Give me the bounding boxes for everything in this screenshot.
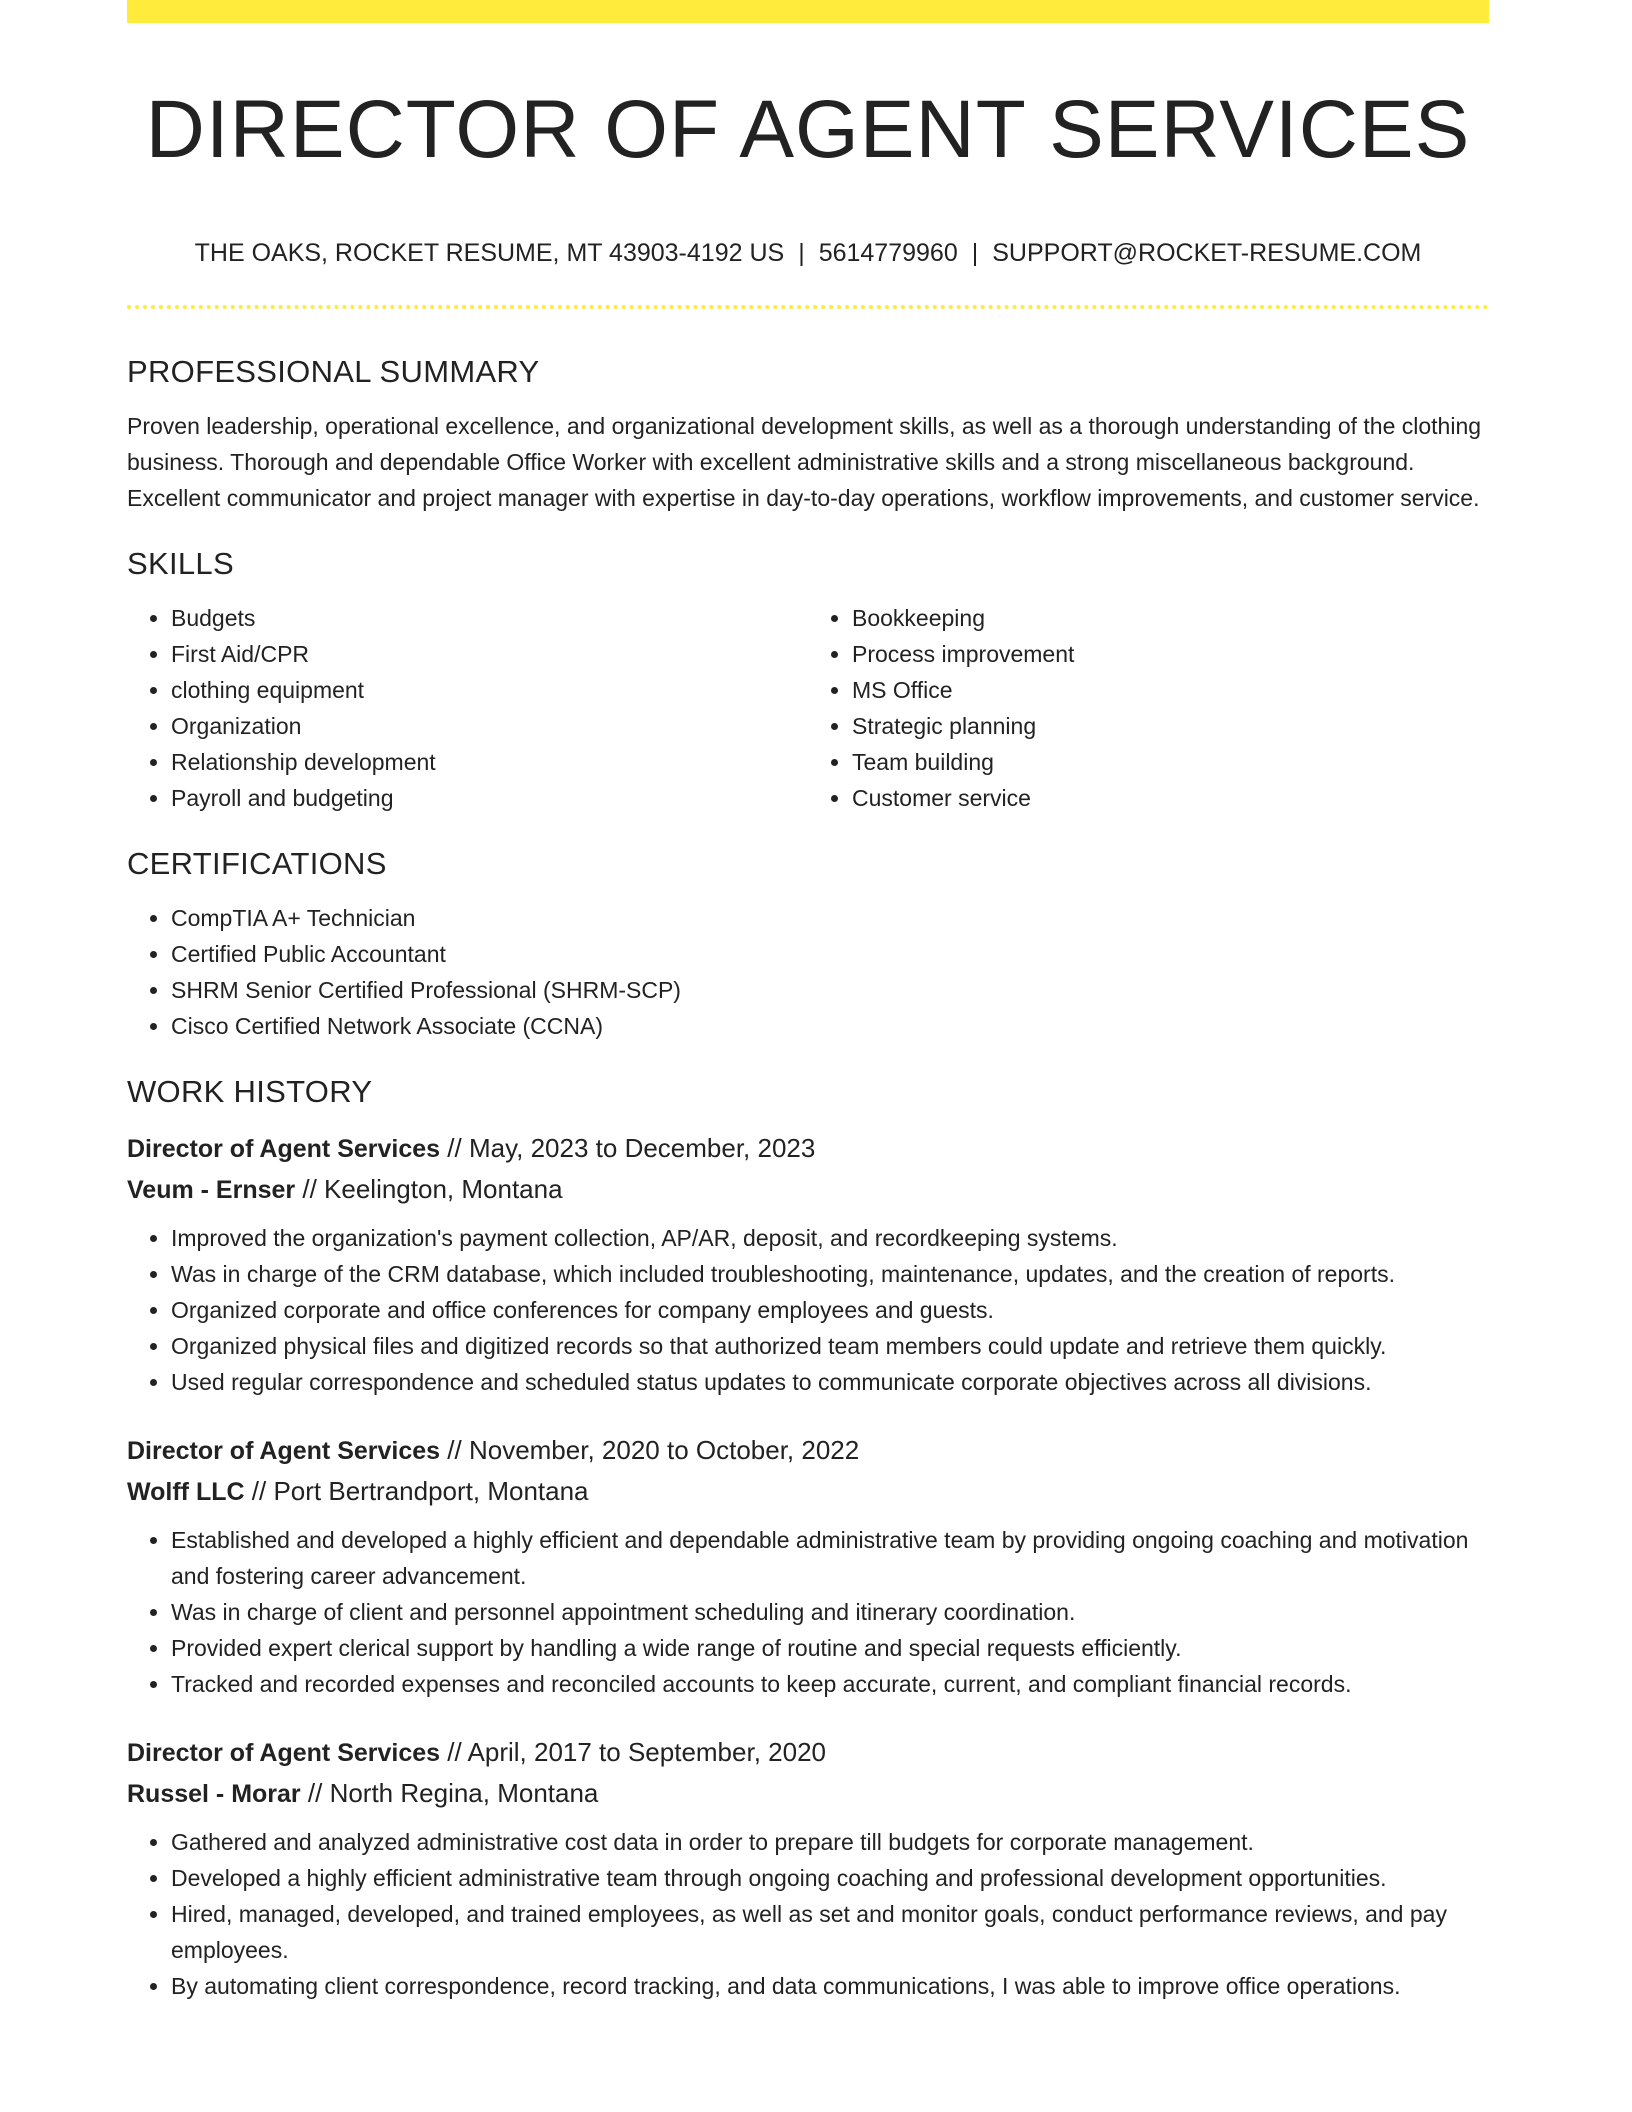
skill-item: • First Aid/CPR (171, 636, 808, 672)
job-bullet: • By automating client correspondence, record tracking, and data communications, I was able to improve office operations. (171, 1968, 1489, 2004)
section-heading: SKILLS (127, 546, 234, 581)
job-company: Wolff LLC (127, 1478, 245, 1506)
accent-bar (127, 0, 1489, 23)
job-bullet: • Was in charge of the CRM database, which included troubleshooting, maintenance, updates, and the creation of reports. (171, 1256, 1489, 1292)
job-title: Director of Agent Services (127, 1437, 441, 1465)
job-bullet: • Used regular correspondence and scheduled status updates to communicate corporate objectives across all divisions. (171, 1364, 1489, 1400)
work-history-section (127, 1070, 1489, 2004)
job-company: Veum - Ernser (127, 1176, 296, 1204)
skills-grid (127, 600, 1489, 816)
summary-section (127, 350, 1489, 516)
contact-phone: 5614779960 (818, 239, 958, 267)
contact-separator: | (971, 239, 979, 267)
skill-item: • Relationship development (171, 744, 808, 780)
skills-section (127, 542, 1489, 816)
job-company: Russel - Morar (127, 1780, 301, 1808)
certification-item: • Certified Public Accountant (171, 936, 1489, 972)
job-bullets (127, 1824, 1489, 2004)
job-company-line (127, 1471, 1489, 1512)
job-bullet: • Organized corporate and office conferences for company employees and guests. (171, 1292, 1489, 1328)
job-location: // Port Bertrandport, Montana (244, 1476, 589, 1506)
job-dates: // May, 2023 to December, 2023 (440, 1133, 816, 1163)
job-bullet: • Established and developed a highly efficient and dependable administrative team by providing ongoing coaching and motivation and fostering career advancement. (171, 1522, 1489, 1594)
job-entry (127, 1430, 1489, 1702)
job-title-line (127, 1430, 1489, 1471)
job-bullet: • Developed a highly efficient administrative team through ongoing coaching and professional development opportunities. (171, 1860, 1489, 1896)
job-bullet: • Provided expert clerical support by handling a wide range of routine and special requests efficiently. (171, 1630, 1489, 1666)
skill-item: • Customer service (852, 780, 1489, 816)
job-company-line (127, 1773, 1489, 1814)
resume-content (127, 350, 1489, 2004)
skill-item: • clothing equipment (171, 672, 808, 708)
job-bullet: • Improved the organization's payment collection, AP/AR, deposit, and recordkeeping systems. (171, 1220, 1489, 1256)
skills-list-left (127, 600, 808, 816)
job-dates: // November, 2020 to October, 2022 (440, 1435, 860, 1465)
job-location: // North Regina, Montana (300, 1778, 599, 1808)
contact-address: THE OAKS, ROCKET RESUME, MT 43903-4192 US (194, 239, 785, 267)
skill-item: • MS Office (852, 672, 1489, 708)
job-location: // Keelington, Montana (295, 1174, 563, 1204)
job-bullet: • Was in charge of client and personnel appointment scheduling and itinerary coordination. (171, 1594, 1489, 1630)
skills-list-right (808, 600, 1489, 816)
skill-item: • Organization (171, 708, 808, 744)
job-dates: // April, 2017 to September, 2020 (440, 1737, 826, 1767)
section-heading: CERTIFICATIONS (127, 846, 387, 881)
skill-item: • Payroll and budgeting (171, 780, 808, 816)
contact-line (127, 237, 1489, 269)
skill-item: • Bookkeeping (852, 600, 1489, 636)
skill-item: • Team building (852, 744, 1489, 780)
section-heading: PROFESSIONAL SUMMARY (127, 354, 540, 389)
contact-separator: | (798, 239, 805, 267)
certifications-list (127, 900, 1489, 1044)
certification-item: • CompTIA A+ Technician (171, 900, 1489, 936)
job-bullets (127, 1522, 1489, 1702)
job-entry (127, 1128, 1489, 1400)
certification-item: • Cisco Certified Network Associate (CCNA) (171, 1008, 1489, 1044)
job-bullets (127, 1220, 1489, 1400)
skill-item: • Strategic planning (852, 708, 1489, 744)
job-entry (127, 1732, 1489, 2004)
job-title-line (127, 1732, 1489, 1773)
job-bullet: • Organized physical files and digitized records so that authorized team members could update and retrieve them quickly. (171, 1328, 1489, 1364)
job-title: Director of Agent Services (127, 1739, 441, 1767)
dotted-divider (127, 305, 1489, 309)
certifications-section (127, 842, 1489, 1044)
section-heading: WORK HISTORY (127, 1074, 373, 1109)
skill-item: • Process improvement (852, 636, 1489, 672)
job-company-line (127, 1169, 1489, 1210)
summary-text: Proven leadership, operational excellence, and organizational development skills, as well as a thorough understanding of the clothing business. Thorough and dependable Office Worker with excellent administrative skills and a strong miscellaneous background. Excellent communicator and project manager with expertise in day-to-day operations, workflow improvements, and customer service. (127, 413, 1482, 511)
job-bullet: • Tracked and recorded expenses and reconciled accounts to keep accurate, current, and compliant financial records. (171, 1666, 1489, 1702)
job-title-line (127, 1128, 1489, 1169)
job-bullet: • Hired, managed, developed, and trained employees, as well as set and monitor goals, conduct performance reviews, and pay employees. (171, 1896, 1489, 1968)
contact-email: SUPPORT@ROCKET-RESUME.COM (992, 239, 1422, 267)
job-bullet: • Gathered and analyzed administrative cost data in order to prepare till budgets for corporate management. (171, 1824, 1489, 1860)
certification-item: • SHRM Senior Certified Professional (SHRM-SCP) (171, 972, 1489, 1008)
resume-name: DIRECTOR OF AGENT SERVICES (145, 84, 1471, 175)
skill-item: • Budgets (171, 600, 808, 636)
job-title: Director of Agent Services (127, 1135, 441, 1163)
